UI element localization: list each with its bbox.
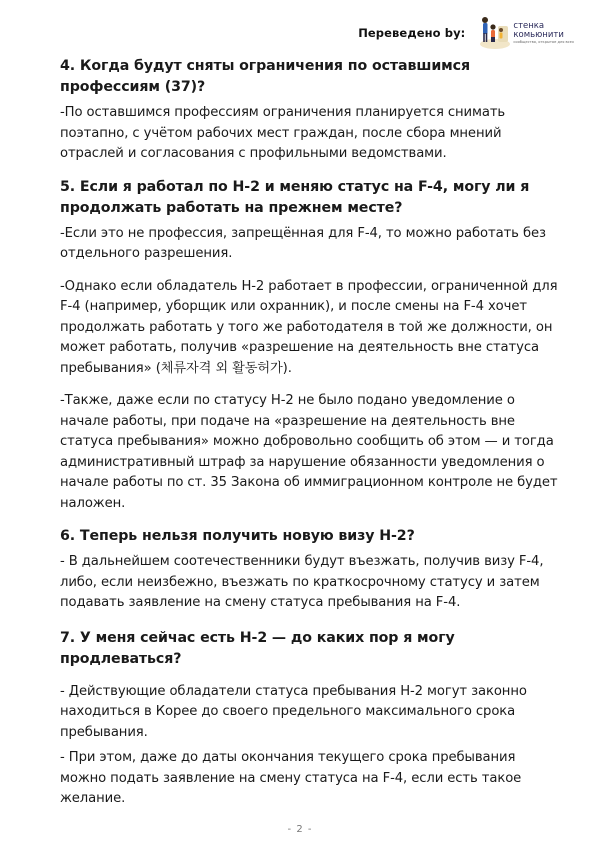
community-people-icon	[473, 14, 511, 52]
answer-7-paragraph-2: - При этом, даже до даты окончания текущего срока пребывания можно подать заявление на смену статуса на F-4, если есть такое желание.	[60, 750, 522, 806]
translated-by-label: Переведено by:	[358, 26, 466, 40]
question-5: 5. Если я работал по H-2 и меняю статус на F-4, могу ли я продолжать работать на прежнем месте?	[60, 178, 530, 216]
page-number: - 2 -	[287, 824, 313, 835]
logo-tagline: сообщество, открытое для всех	[513, 39, 574, 44]
answer-5-paragraph-3: -Также, даже если по статусу H-2 не было подано уведомление о начале работы, при подаче на «разрешение на деятельность вне статуса пребывания» можно добровольно сообщить об этом — и тогда административный штраф за нарушение обязанности уведомления о начале работы по ст. 35 Закона об иммиграционном контроле не будет наложен.	[60, 393, 558, 511]
answer-7-paragraph-1: - Действующие обладатели статуса пребывания H-2 могут законно находиться в Корее до своего предельного максимального срока пребывания.	[60, 683, 527, 740]
document-body	[60, 56, 560, 810]
answer-4-paragraph-1: -По оставшимся профессиям ограничения планируется снимать поэтапно, с учётом рабочих мест граждан, после сбора мнений отраслей и согласования с профильными ведомствами.	[60, 105, 506, 161]
logo-name-line2: комьюнити	[513, 29, 564, 40]
header	[358, 12, 574, 54]
stenka-logo	[473, 14, 574, 52]
question-4: 4. Когда будут сняты ограничения по оставшимся профессиям (37)?	[60, 58, 470, 95]
answer-5-paragraph-1: -Если это не профессия, запрещённая для F-4, то можно работать без отдельного разрешения.	[60, 225, 546, 261]
answer-6-paragraph-1: - В дальнейшем соотечественники будут въезжать, получив визу F-4, либо, если неизбежно, въезжать по краткосрочному статусу и затем подавать заявление на смену статуса пребывания на F-4.	[60, 554, 544, 610]
logo-name-line1: стенка	[513, 20, 545, 31]
question-6: 6. Теперь нельзя получить новую визу H-2?	[60, 528, 415, 544]
answer-5-paragraph-2: -Однако если обладатель H-2 работает в профессии, ограниченной для F-4 (например, уборщик или охранник), и после смены на F-4 хочет продолжать работать у того же работодателя в той же должности, он может работать, получив «разрешение на деятельность вне статуса пребывания» (체류자격 외 활동허가).	[60, 278, 558, 376]
question-7: 7. У меня сейчас есть H-2 — до каких пор я могу продлеваться?	[60, 629, 455, 667]
logo-text	[513, 22, 574, 45]
